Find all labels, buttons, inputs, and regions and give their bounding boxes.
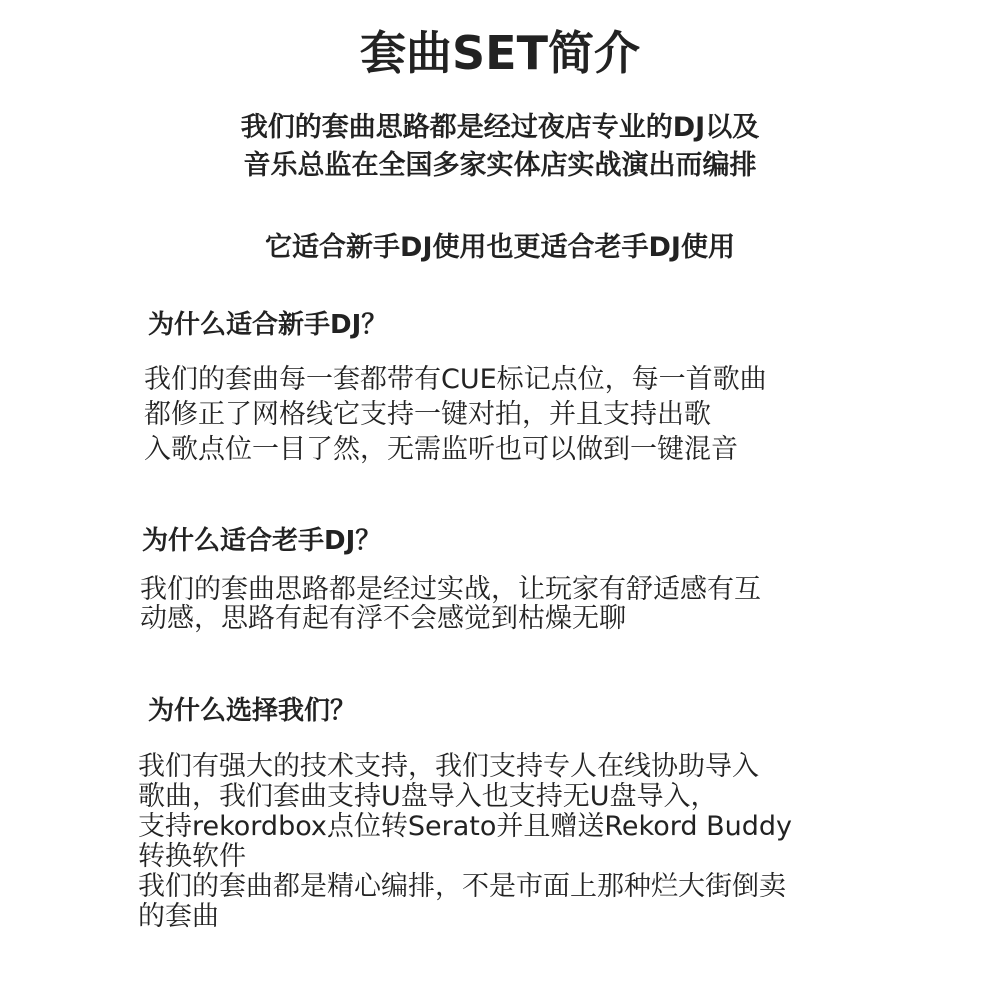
section-why-us-line-5: 我们的套曲都是精心编排，不是市面上那种烂大街倒卖: [138, 871, 786, 902]
intro-line-1: 我们的套曲思路都是经过夜店专业的DJ以及: [240, 112, 760, 143]
section-beginner-line-2: 都修正了网格线它支持一键对拍，并且支持出歌: [144, 399, 711, 430]
section-heading-beginner: 为什么适合新手DJ？: [148, 310, 388, 340]
section-heading-why-us: 为什么选择我们？: [148, 696, 357, 726]
section-beginner-line-3: 入歌点位一目了然，无需监听也可以做到一键混音: [144, 434, 738, 465]
section-veteran-line-1: 我们的套曲思路都是经过实战，让玩家有舒适感有互: [140, 574, 761, 605]
section-heading-veteran: 为什么适合老手DJ？: [142, 526, 382, 556]
section-why-us-line-3: 支持rekordbox点位转Serato并且赠送Rekord Buddy: [138, 811, 792, 842]
intro-line-3: 它适合新手DJ使用也更适合老手DJ使用: [265, 232, 735, 263]
intro-line-2: 音乐总监在全国多家实体店实战演出而编排: [243, 150, 757, 181]
page-title: 套曲SET简介: [360, 26, 640, 80]
section-beginner-line-1: 我们的套曲每一套都带有CUE标记点位，每一首歌曲: [144, 364, 767, 395]
section-veteran-line-2: 动感，思路有起有浮不会感觉到枯燥无聊: [140, 603, 626, 634]
section-why-us-line-6: 的套曲: [138, 901, 219, 932]
section-why-us-line-4: 转换软件: [138, 841, 246, 872]
section-why-us-line-1: 我们有强大的技术支持，我们支持专人在线协助导入: [138, 751, 759, 782]
section-why-us-line-2: 歌曲，我们套曲支持U盘导入也支持无U盘导入，: [138, 781, 718, 812]
